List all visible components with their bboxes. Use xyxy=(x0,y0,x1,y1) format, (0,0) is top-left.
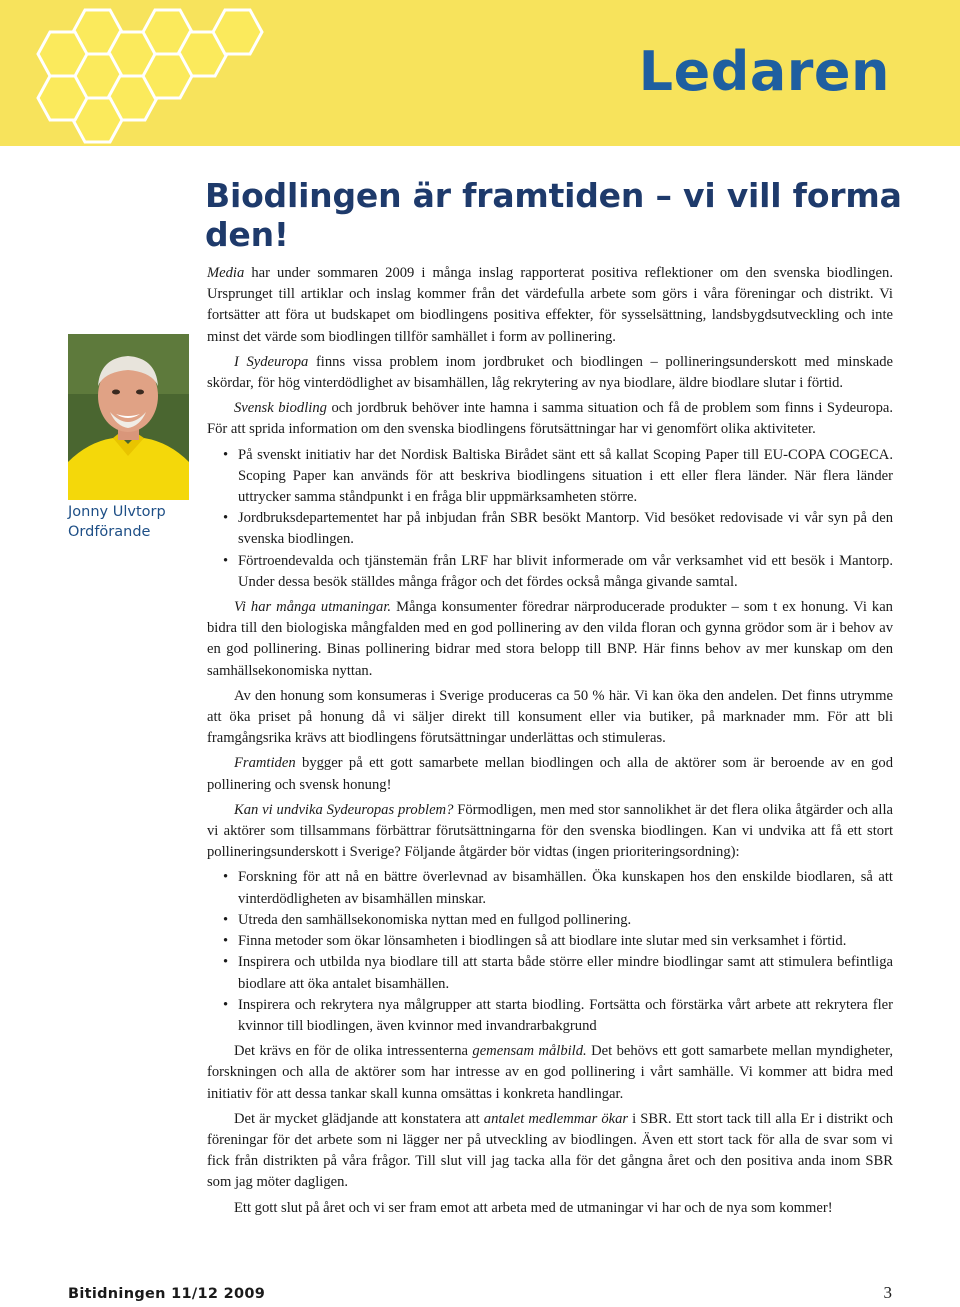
list-item: • På svenskt initiativ har det Nordisk Baltiska Birådet sänt ett så kallat Scoping Paper till EU-COPA COGECA. Scoping Paper kan används för att beskriva biodlingens situation i ett eller flera länder. När flera länder uttrycker samma ståndpunkt i en fråga blir uppmärksamheten större. xyxy=(207,445,893,509)
portrait-illustration xyxy=(68,334,189,500)
article-headline: Biodlingen är framtiden – vi vill forma den! xyxy=(205,176,902,254)
paragraph xyxy=(207,398,893,440)
paragraph-text: Förmodligen, men med stor sannolikhet är det flera olika åtgärder och alla vi aktörer som tillsammans förbättrar förutsättningarna för den svenska biodlingen. Kan vi undvika att få ett stort pollineringsunderskott i Sverige? Följande åtgärder bör vidtas (ingen prioriteringsordning): xyxy=(207,801,893,861)
publication-footer: Bitidningen 11/12 2009 xyxy=(68,1286,266,1302)
list-item: • Jordbruksdepartementet har på inbjudan från SBR besökt Mantorp. Vid besöket redovisade vi vår syn på den svenska biodlingen. xyxy=(207,508,893,550)
lead-phrase: Vi har många utmaningar. xyxy=(234,599,392,616)
paragraph xyxy=(207,352,893,394)
lead-phrase: Framtiden xyxy=(234,755,296,772)
paragraph-text: finns vissa problem inom jordbruket och biodlingen – pollineringsunderskott med minskade skördar, för hög vinterdödlighet av bisamhällen, låg rekrytering av nya biodlare, äldre biodlare slutar i förtid. xyxy=(207,353,893,392)
author-role: Ordförande xyxy=(68,524,151,540)
article-body xyxy=(207,263,893,1223)
paragraph: Av den honung som konsumeras i Sverige produceras ca 50 % här. Vi kan öka den andelen. Det finns utrymme att öka priset på honung då vi säljer direkt till konsument eller via butiker, på marknader mm. För att bli framgångsrika krävs att biodlingens förutsättningar underlättas och stimuleras. xyxy=(207,687,893,747)
author-name: Jonny Ulvtorp xyxy=(68,504,166,520)
lead-phrase: Media xyxy=(207,265,245,281)
lead-phrase: Kan vi undvika Sydeuropas problem? xyxy=(234,801,454,818)
paragraph-text: Många konsumenter föredrar närproducerade produkter – som t ex honung. Vi kan bidra till den biologiska mångfalden med en god pollinering av den vilda floran och gynna grödor som är i behov av en god pollinering. Binas pollinering bidrar med stora belopp till BNP. Här finns behov av mer kunskap om den samhällsekonomiska nyttan. xyxy=(207,599,893,679)
paragraph-text: Det krävs en för de olika intressenterna xyxy=(234,1043,473,1060)
lead-phrase: Svensk biodling xyxy=(234,400,327,417)
lead-phrase: I Sydeuropa xyxy=(234,353,309,370)
page-number: 3 xyxy=(883,1283,892,1302)
list-item: • Finna metoder som ökar lönsamheten i biodlingen så att biodlare inte slutar med sin verksamhet i förtid. xyxy=(207,931,893,952)
activities-list xyxy=(207,445,893,593)
paragraph-text: Det behövs ett gott samarbete mellan myndigheter, forskningen och alla de aktörer som har intresse av en god pollinering i vårt samhälle. Vi kommer att bidra med initiativ för att dessa tankar skall kunna omsättas i konkreta handlingar. xyxy=(207,1043,893,1102)
author-photo xyxy=(68,334,189,500)
list-item: • Inspirera och rekrytera nya målgrupper att starta biodling. Fortsätta och förstärka vårt arbete att rekrytera fler kvinnor till biodlingen, även kvinnor med invandrarbakgrund xyxy=(207,995,893,1037)
paragraph xyxy=(207,597,893,682)
paragraph xyxy=(207,263,893,348)
paragraph-text: bygger på ett gott samarbete mellan biodlingen och alla de aktörer som är beroende av en god pollinering och svensk honung! xyxy=(207,755,893,793)
measures-list xyxy=(207,867,893,1037)
list-item: • Förtroendevalda och tjänstemän från LRF har blivit informerade om vår verksamhet vid ett besök i Mantorp. Under dessa besök ställdes många frågor och det fördes också många givande samtal. xyxy=(207,551,893,593)
paragraph-text: har under sommaren 2009 i många inslag rapporterat positiva reflektioner om den svenska biodlingen. Ursprunget till artiklar och inslag kommer från det värdefulla arbete som görs i våra föreningar och distrikt. Vi fortsätter att föra ut budskapet om biodlingens positiva effekter, för sysselsättning, landsbygdsutveckling och inte minst det värde som biodlingen tillför samhället i form av pollinering. xyxy=(207,265,893,345)
paragraph xyxy=(207,800,893,864)
list-item: • Utreda den samhällsekonomiska nyttan med en fullgod pollinering. xyxy=(207,910,893,931)
paragraph-text: och jordbruk behöver inte hamna i samma situation och få de problem som finns i Sydeuropa. För att sprida information om den svenska biodlingens förutsättningar har vi genomfört olika aktiviteter. xyxy=(207,400,893,438)
author-caption xyxy=(68,502,166,542)
paragraph xyxy=(207,1041,893,1105)
paragraph xyxy=(207,1109,893,1194)
paragraph: Ett gott slut på året och vi ser fram emot att arbeta med de utmaningar vi har och de nya som kommer! xyxy=(234,1199,833,1216)
list-item: • Inspirera och utbilda nya biodlare till att starta både större eller mindre biodlingar samt att stimulera befintliga biodlare att öka antalet bisamhällen. xyxy=(207,952,893,994)
emphasis: antalet medlemmar ökar xyxy=(483,1110,629,1127)
paragraph xyxy=(207,753,893,795)
section-title: Ledaren xyxy=(638,40,890,103)
emphasis: gemensam målbild. xyxy=(472,1043,587,1060)
paragraph-text: Det är mycket glädjande att konstatera att xyxy=(234,1110,484,1127)
paragraph-text: i SBR. Ett stort tack till alla Er i distrikt och föreningar för det arbete som ni lägger ner på utveckling av biodlingen. Även ett stort tack för alla de svar som vi fick från distrikten på våra frågor. Till slut vill jag tacka alla för det gångna året och den positiva anda inom SBR som jag möter dagligen. xyxy=(207,1110,894,1191)
list-item: • Forskning för att nå en bättre överlevnad av bisamhällen. Öka kunskapen hos den enskilde biodlaren, så att vinterdödligheten av bisamhällen minskar. xyxy=(207,867,893,909)
honeycomb-decoration xyxy=(0,0,280,146)
